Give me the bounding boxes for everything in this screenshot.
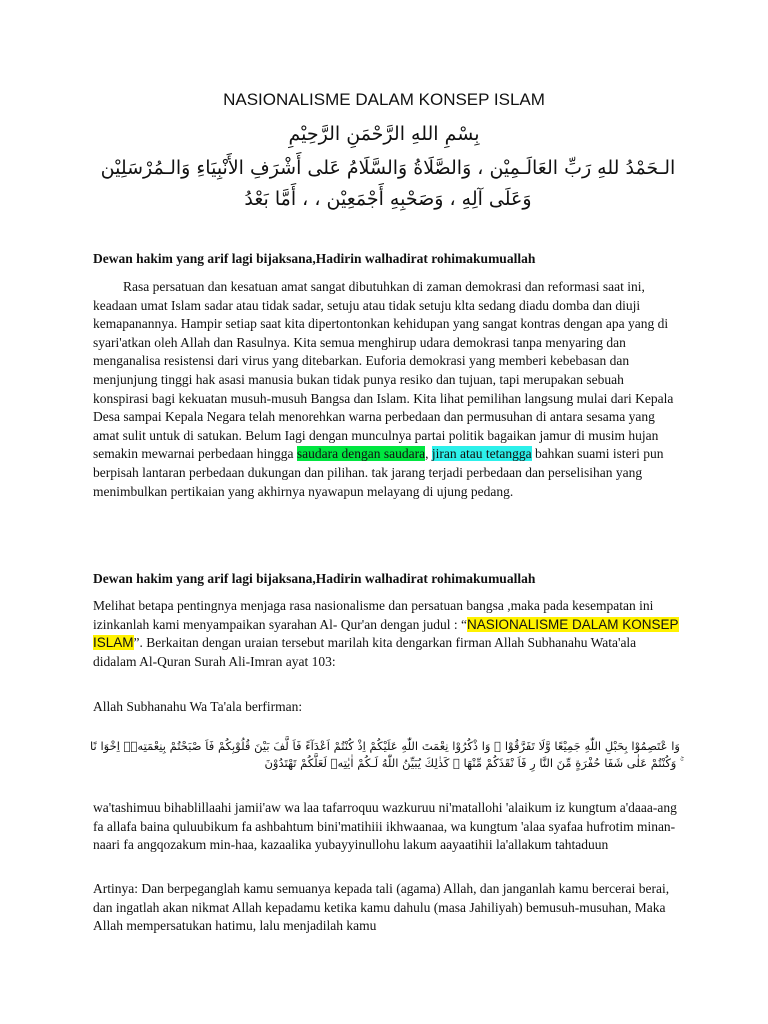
highlight-green: saudara dengan saudara <box>296 446 426 462</box>
paragraph-1 <box>93 278 679 501</box>
paragraph-2-after: ”. Berkaitan dengan uraian tersebut marilah kita dengarkan firman Allah Subhanahu Wata'ala didalam Al-Quran Surah Ali-Imran ayat 103: <box>93 635 637 669</box>
paragraph-2-before: Melihat betapa pentingnya menjaga rasa nasionalisme dan persatuan bangsa ,maka pada kesempatan ini izinkanlah kami menyampaikan syarahan Al- Qur'an dengan judul : “ <box>93 598 654 632</box>
document-title: NASIONALISME DALAM KONSEP ISLAM <box>223 90 545 109</box>
paragraph-2 <box>93 597 679 671</box>
opening-arabic: الـحَمْدُ للهِ رَبِّ العَالَـمِيْن ، وَالصَّلَاةُ وَالسَّلَامُ عَلى أَشْرَفِ الأَنْبِيَاءِ وَالـمُرْسَلِيْن وَعَلَى آلِهِ ، وَصَحْبِهِ أَجْمَعِيْن ، ، أَمَّا بَعْدُ <box>100 157 676 210</box>
highlight-cyan: jiran atau tetangga <box>431 446 532 462</box>
highlight-yellow-title: NASIONALISME DALAM KONSEP ISLAM <box>93 616 679 651</box>
transliteration: wa'tashimuu bihablillaahi jamii'aw wa laa tafarroquu wazkuruu ni'matallohi 'alaikum iz kungtum a'daaa-ang fa allafa baina quluubikum fa ashbahtum bini'matihiii ikhwaanaa, wa kungtum 'alaa syafaa hufrotim minan-naari fa angqozakum min-haa, kazaalika yubayyinullohu lakum aayaatihii la'allakum tahtaduun <box>93 800 677 853</box>
heading-2: Dewan hakim yang arif lagi bijaksana,Hadirin walhadirat rohimakumuallah <box>93 571 536 586</box>
paragraph-3: Allah Subhanahu Wa Ta'ala berfirman: <box>93 699 303 714</box>
basmalah: بِسْمِ اللهِ الرَّحْمَنِ الرَّحِيْمِ <box>288 123 480 145</box>
verse-arabic: وَا عْتَصِمُوْا بِحَبْلِ اللّٰهِ جَمِيْعًا وَّلَا تَفَرَّقُوْا ۖ وَا ذْكُرُوْا نِعْمَتَ اللّٰهِ عَلَيْكُمْ اِذْ كُنْتُمْ اَعْدَآءً فَاَ لَّفَ بَيْنَ قُلُوْبِكُمْ فَاَ صْبَحْتُمْ بِنِعْمَتِهٖۤ اِخْوَا نًا ۚ وَكُنْتُمْ عَلٰى شَفَا حُفْرَةٍ مِّنَ النَّا رِ فَاَ نْقَذَكُمْ مِّنْهَا ۗ كَذٰلِكَ يُبَيِّنُ اللّٰهُ لَـكُمْ اٰيٰتِهٖ لَعَلَّكُمْ تَهْتَدُوْنَ <box>90 739 680 770</box>
paragraph-1-sep: , <box>425 446 432 462</box>
heading-1: Dewan hakim yang arif lagi bijaksana,Hadirin walhadirat rohimakumuallah <box>93 251 536 266</box>
translation: Artinya: Dan berpeganglah kamu semuanya kepada tali (agama) Allah, dan janganlah kamu bercerai berai, dan ingatlah akan nikmat Allah kepadamu ketika kamu dahulu (masa Jahiliyah) bemusuh-musuhan, Maka Allah mempersatukan hatimu, lalu menjadilah kamu <box>93 881 670 934</box>
paragraph-1-main: Rasa persatuan dan kesatuan amat sangat dibutuhkan di zaman demokrasi dan reformasi saat ini, keadaan umat Islam sadar atau tidak sadar, setuju atau tidak setuju klta sedang diadu domba dan diuji kemapanannya. Hampir setiap saat kita dipertontonkan kehidupan yang sangat kontras dengan apa yang di syari'atkan oleh Allah dan Rasulnya. Kita semua menghirup udara demokrasi tanpa menyaring dan menganalisa resistensi dari virus yang ditebarkan. Euforia demokrasi yang memberi kebebasan dan menjunjung tinggi hak asasi manusia bukan tidak punya resiko dan tujuan, tapi merupakan sebuah konspirasi bagi kekuatan musuh-musuh Bangsa dan Islam. Kita lihat pemilihan langsung mulai dari Kepala Desa sampai Kepala Negara telah menorehkan warna perbedaan dan permusuhan di antara sesama yang amat sulit untuk di satukan. Belum Iagi dengan munculnya partai politik bagaikan jamur di musim hujan semakin mewarnai perbedaan hingga <box>93 279 674 462</box>
paragraph-1-rest: bahkan suami isteri pun berpisah lantaran perbedaan dukungan dan pilihan. tak jarang terjadi perbedaan dan perselisihan yang menimbulkan pertikaian yang akhirnya nyawapun melayang di ujung pedang. <box>93 446 664 499</box>
